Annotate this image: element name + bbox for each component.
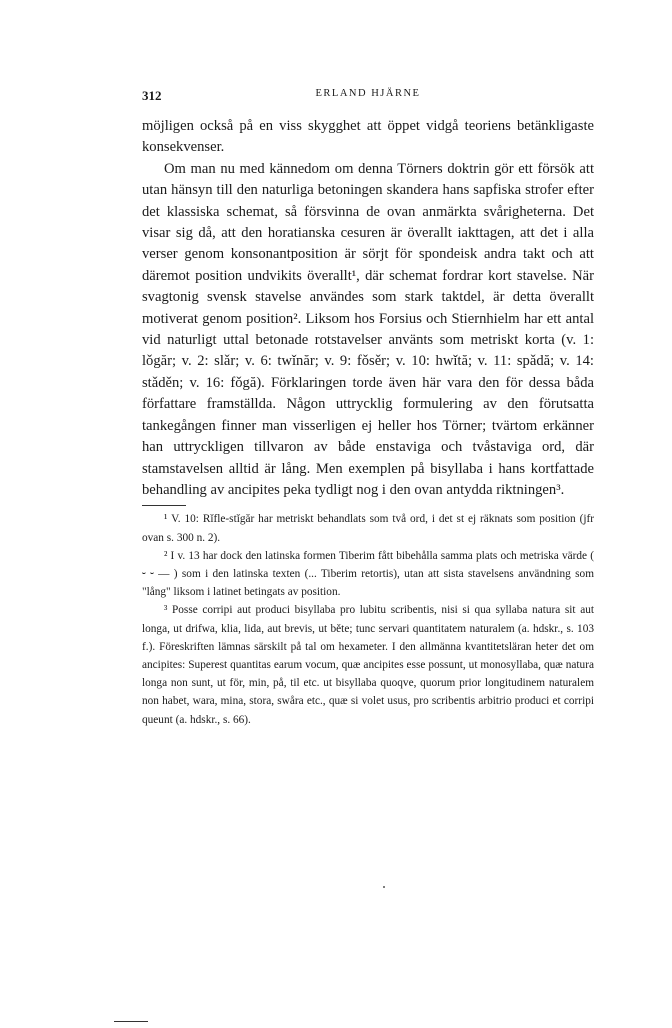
footnote-separator: [142, 505, 186, 506]
footnote-1: ¹ V. 10: Rǐfle-stǐgăr har metriskt behandlats som två ord, i det st ej räknats som position (jfr ovan s. 300 n. 2).: [142, 513, 594, 544]
page-header: [142, 88, 594, 110]
running-title: ERLAND HJÄRNE: [315, 88, 421, 99]
bottom-rule: [114, 1021, 148, 1022]
footnote-2: ² I v. 13 har dock den latinska formen Tiberim fått bibehålla samma plats och metriska värde ( ⏑ ⏑ — ) som i den latinska texten (... Tiberim retortis), utan att sista stavelsens användning som "lång" liksom i latinet betingats av position.: [142, 549, 594, 599]
print-mark: [383, 886, 385, 888]
footnote-3: ³ Posse corripi aut produci bisyllaba pro lubitu scribentis, nisi si qua syllaba natura sit aut longa, ut drifwa, klia, lida, aut brevis, ut běte; tunc servari quantitatem naturalem (a. hdskr., s. 103 f.). Föreskriften lämnas särskilt på tal om hexameter. I den allmänna kvantitetsläran heter det om ancipites: Superest quantitas earum vocum, quæ ancipites esse possunt, ut monosyllaba, quæ natura longa non sunt, ut för, min, på, til etc. ut bisyllaba quoqve, quorum prior longitudinem naturalem non habet, wara, mina, stora, swåra etc., quæ si volet usus, pro scribentis arbitrio produci et corripi queunt (a. hdskr., s. 66).: [142, 604, 594, 726]
page-number: 312: [142, 88, 162, 103]
page: [142, 88, 594, 729]
paragraph-continuation: möjligen också på en viss skygghet att öppet vidgå teoriens betänkligaste konsekvenser.: [142, 118, 594, 156]
footnotes: [142, 510, 594, 728]
paragraph: Om man nu med kännedom om denna Törners doktrin gör ett försök att utan hänsyn till den naturliga betoningen skandera hans sapfiska strofer efter det klassiska schemat, så försvinna de ovan anmärkta svårigheterna. Det visar sig då, att den horatianska cesuren är överallt iakttagen, att det i alla verser genom konsonantposition är sörjt för spondeisk andra takt och att däremot position undvikits överallt¹, där schemat fordrar kort stavelse. När svagtonig svensk stavelse användes som stark taktdel, är detta överallt motiverat genom position². Liksom hos Forsius och Stiernhielm har ett antal vid naturligt uttal betonade rotstavelser använts som metriskt korta (v. 1: lǒgăr; v. 2: slǎr; v. 6: twǐnăr; v. 9: fǒsěr; v. 10: hwǐtă; v. 11: spǎdă; v. 14: stǎděn; v. 16: fǒgă). Förklaringen torde även här vara den för dessa båda författare framställda. Någon uttrycklig formulering av den förutsatta tankegången finner man visserligen ej heller hos Törner; tvärtom erkänner han uttryckligen tillvaron av både enstaviga och tvåstaviga ord, där stamstavelsen alltid är lång. Men exemplen på bisyllaba i hans kortfattade behandling av ancipites peka tydligt nog i den ovan antydda riktningen³.: [142, 160, 594, 498]
main-text: [142, 116, 594, 501]
